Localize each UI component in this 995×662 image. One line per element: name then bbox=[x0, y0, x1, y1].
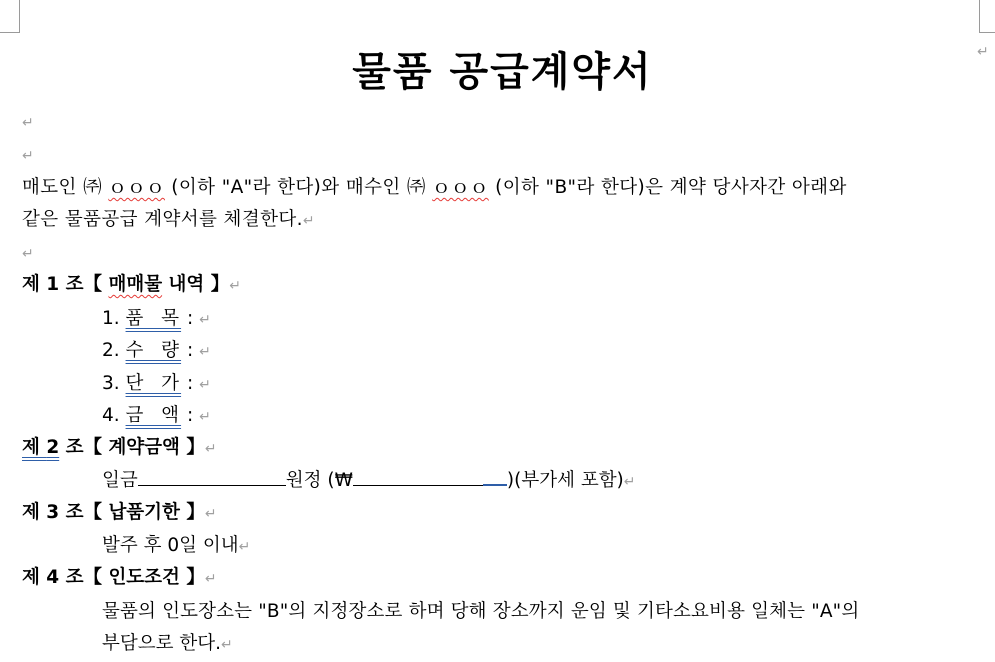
item-number: 4. bbox=[102, 405, 120, 426]
crop-mark-line bbox=[0, 32, 20, 33]
paragraph-mark: ↵ bbox=[199, 377, 211, 393]
paragraph-mark: ↵ bbox=[204, 441, 217, 457]
paragraph-mark: ↵ bbox=[204, 506, 217, 522]
seller-alias: (이하 "A"라 한다)와 매수인 ㈜ bbox=[164, 177, 433, 198]
intro-line-2[interactable] bbox=[22, 205, 315, 236]
amount-number-blank[interactable] bbox=[353, 467, 483, 486]
item-label: 품 목 bbox=[125, 308, 182, 329]
paragraph-mark: ↵ bbox=[22, 115, 34, 131]
item-line[interactable] bbox=[102, 336, 211, 367]
crop-mark-line bbox=[19, 0, 20, 33]
article-number: 제 3 조 bbox=[22, 502, 84, 523]
delivery-deadline-text[interactable] bbox=[102, 531, 250, 562]
paragraph-mark: ↵ bbox=[302, 213, 316, 229]
empty-paragraph[interactable] bbox=[22, 238, 34, 269]
article-number-word: 제 bbox=[22, 437, 47, 458]
article-title-rest: 내역 】 bbox=[162, 274, 230, 295]
article-3-heading[interactable] bbox=[22, 498, 217, 529]
item-line[interactable] bbox=[102, 401, 211, 432]
amount-number-blank-tail[interactable] bbox=[483, 466, 507, 486]
paragraph-mark: ↵ bbox=[22, 148, 34, 164]
paragraph-mark: ↵ bbox=[22, 246, 34, 262]
article-number: 제 1 조 bbox=[22, 274, 84, 295]
deadline-text: 발주 후 0일 이내 bbox=[102, 535, 239, 556]
item-line[interactable] bbox=[102, 369, 211, 400]
article-number: 제 4 조 bbox=[22, 567, 84, 588]
article-4-heading[interactable] bbox=[22, 563, 217, 594]
crop-mark-line bbox=[979, 32, 995, 33]
item-number: 3. bbox=[102, 373, 120, 394]
paragraph-mark: ↵ bbox=[977, 44, 989, 60]
item-number: 1. bbox=[102, 308, 120, 329]
paragraph-mark: ↵ bbox=[199, 312, 211, 328]
paragraph-mark: ↵ bbox=[238, 539, 251, 555]
amount-prefix: 일금 bbox=[102, 470, 138, 491]
intro-text: 같은 물품공급 계약서를 체결한다. bbox=[22, 209, 303, 230]
article-title-word: 매매물 bbox=[108, 274, 163, 295]
paragraph-mark: ↵ bbox=[221, 637, 233, 653]
article-number-prefix bbox=[22, 437, 59, 458]
article-number-digit: 2 bbox=[46, 437, 60, 458]
empty-paragraph[interactable] bbox=[22, 107, 34, 138]
item-colon: : bbox=[181, 340, 194, 361]
paragraph-mark: ↵ bbox=[229, 278, 241, 294]
item-colon: : bbox=[181, 373, 194, 394]
paragraph-mark: ↵ bbox=[204, 571, 217, 587]
paragraph-mark: ↵ bbox=[623, 474, 636, 490]
intro-line-1[interactable] bbox=[22, 173, 847, 203]
article-2-heading[interactable] bbox=[22, 433, 217, 464]
item-label: 금 액 bbox=[125, 405, 182, 426]
amount-korean-blank[interactable] bbox=[138, 467, 286, 486]
article-title: 【 납품기한 】 bbox=[83, 502, 205, 523]
document-title[interactable]: 물품 공급계약서 bbox=[352, 49, 653, 95]
item-label: 수 량 bbox=[125, 340, 182, 361]
item-colon: : bbox=[181, 405, 194, 426]
article-1-heading[interactable] bbox=[22, 270, 241, 301]
item-label: 단 가 bbox=[125, 373, 182, 394]
bracket-open: 【 bbox=[83, 274, 109, 295]
delivery-terms-line-2[interactable] bbox=[102, 629, 233, 660]
item-number: 2. bbox=[102, 340, 120, 361]
paragraph-mark: ↵ bbox=[199, 344, 211, 360]
article-number-suffix: 조 bbox=[59, 437, 84, 458]
article-title: 【 인도조건 】 bbox=[83, 567, 205, 588]
delivery-terms-line-1[interactable] bbox=[102, 597, 859, 627]
item-line[interactable] bbox=[102, 304, 211, 335]
delivery-terms-text: 물품의 인도장소는 "B"의 지정장소로 하며 당해 장소까지 운임 및 기타소요비용 일체는 "A"의 bbox=[102, 601, 860, 622]
empty-paragraph[interactable] bbox=[22, 140, 34, 171]
contract-amount-line[interactable] bbox=[102, 466, 636, 497]
seller-label: 매도인 ㈜ bbox=[22, 177, 109, 198]
paragraph-mark: ↵ bbox=[199, 409, 211, 425]
article-title: 【 계약금액 】 bbox=[83, 437, 205, 458]
amount-mid: 원정 (₩ bbox=[285, 470, 353, 491]
delivery-terms-text: 부담으로 한다. bbox=[102, 633, 221, 654]
buyer-name: ｏｏｏ bbox=[432, 177, 489, 198]
item-colon: : bbox=[181, 308, 194, 329]
buyer-alias: (이하 "B"라 한다)은 계약 당사자간 아래와 bbox=[488, 177, 847, 198]
crop-mark-line bbox=[979, 0, 980, 33]
seller-name: ｏｏｏ bbox=[108, 177, 165, 198]
amount-suffix: )(부가세 포함) bbox=[506, 470, 624, 491]
